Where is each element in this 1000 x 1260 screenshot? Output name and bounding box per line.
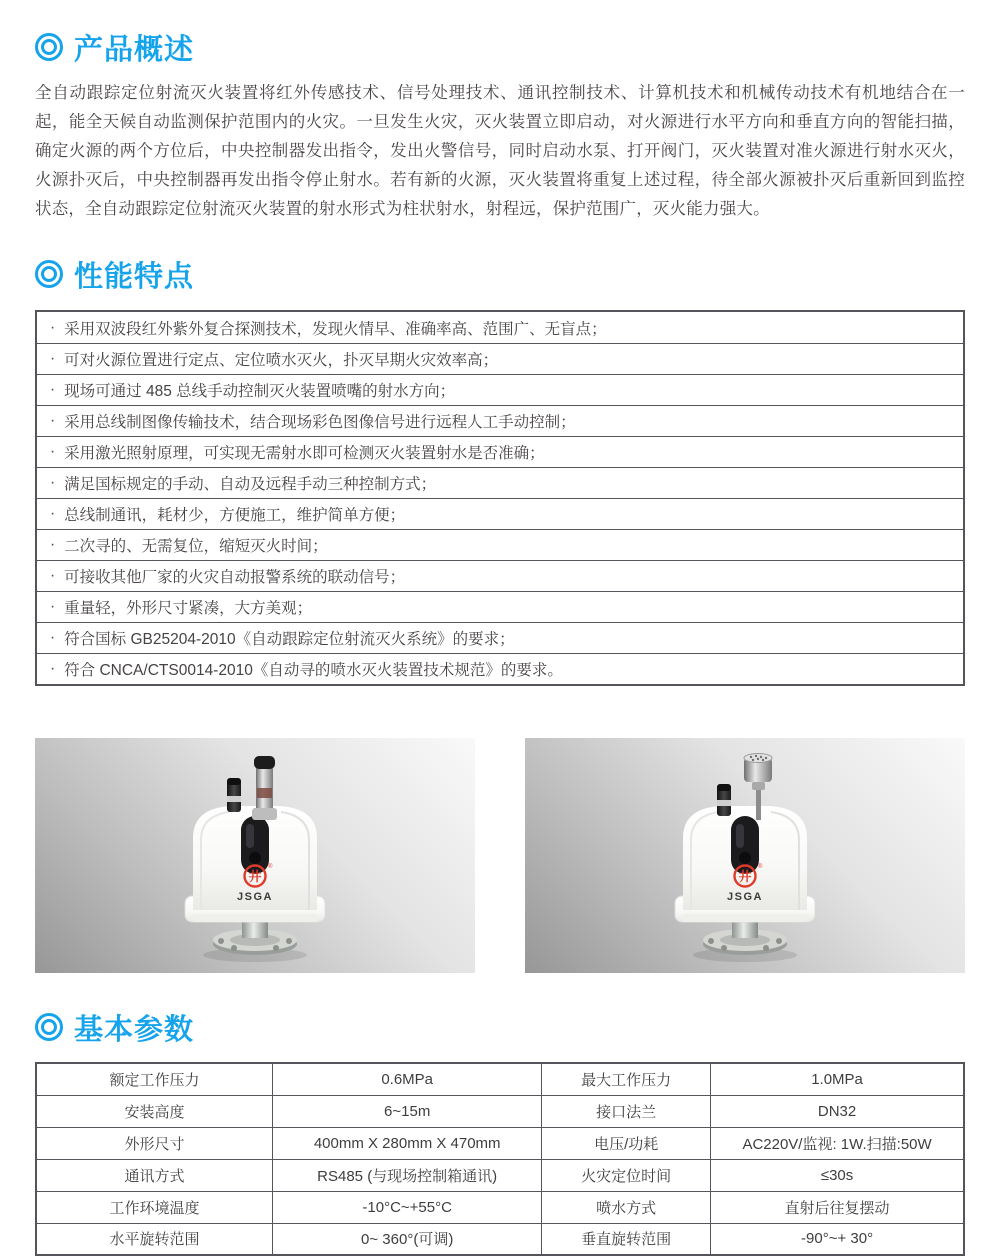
table-row [36, 1223, 964, 1255]
registered-mark: ® [268, 864, 273, 870]
registered-mark: ® [758, 864, 763, 870]
feature-item [37, 436, 963, 467]
param-value: 400mm X 280mm X 470mm [273, 1127, 542, 1159]
double-circle-icon [35, 1013, 63, 1041]
bullet-dot: · [50, 474, 56, 491]
feature-text: 总线制通讯，耗材少，方便施工，维护简单方便； [64, 507, 406, 524]
bullet-dot: · [50, 381, 56, 398]
feature-text: 符合国标 GB25204-2010《自动跟踪定位射流灭火系统》的要求； [64, 631, 515, 648]
feature-text: 可接收其他厂家的火灾自动报警系统的联动信号； [64, 569, 406, 586]
bullet-dot: · [50, 412, 56, 429]
table-row [36, 1063, 964, 1095]
param-label: 外形尺寸 [36, 1127, 273, 1159]
feature-text: 二次寻的、无需复位，缩短灭火时间； [64, 538, 328, 555]
feature-item [37, 374, 963, 405]
device-illustration-straight-nozzle [35, 738, 475, 973]
feature-text: 重量轻，外形尺寸紧凑，大方美观； [64, 600, 313, 617]
section-header-parameters [35, 1006, 965, 1048]
bullet-dot: · [50, 536, 56, 553]
feature-item [37, 467, 963, 498]
param-label: 电压/功耗 [542, 1127, 711, 1159]
feature-item [37, 343, 963, 374]
feature-text: 采用双波段红外紫外复合探测技术，发现火情早、准确率高、范围广、无盲点； [64, 320, 607, 338]
water-nozzle [252, 756, 277, 820]
param-value: ≤30s [711, 1159, 964, 1191]
logo-glyph: 井 [248, 869, 262, 884]
feature-text: 采用总线制图像传输技术，结合现场彩色图像信号进行远程人工手动控制； [64, 414, 576, 431]
param-value: 0~ 360°(可调) [273, 1223, 542, 1255]
param-value: RS485 (与现场控制箱通讯) [273, 1159, 542, 1191]
param-label: 安装高度 [36, 1095, 273, 1127]
bullet-dot: · [50, 505, 56, 522]
bullet-dot: · [50, 660, 56, 677]
device-illustration-spray-nozzle [525, 738, 965, 973]
param-value: DN32 [711, 1095, 964, 1127]
double-circle-icon [35, 33, 63, 61]
detector-sensor [227, 778, 241, 812]
feature-text: 现场可通过 485 总线手动控制灭火装置喷嘴的射水方向； [64, 383, 456, 400]
param-value: -90°~+ 30° [711, 1223, 964, 1255]
bullet-dot: · [50, 443, 56, 460]
overview-title: 产品概述 [74, 33, 195, 66]
param-label: 通讯方式 [36, 1159, 273, 1191]
param-label: 垂直旋转范围 [542, 1223, 711, 1255]
feature-item [37, 622, 963, 653]
features-list [35, 310, 965, 686]
logo-glyph: 井 [738, 869, 752, 884]
parameters-table [35, 1062, 965, 1256]
feature-item [37, 498, 963, 529]
feature-text: 满足国标规定的手动、自动及远程手动三种控制方式； [64, 476, 437, 493]
bullet-dot: · [50, 318, 56, 336]
param-value: 1.0MPa [711, 1063, 964, 1095]
param-label: 工作环境温度 [36, 1191, 273, 1223]
double-circle-icon [35, 260, 63, 288]
brand-text: JSGA [727, 891, 763, 903]
bullet-dot: · [50, 598, 56, 615]
brand-text: JSGA [237, 891, 273, 903]
feature-item [37, 405, 963, 436]
section-header-features [35, 253, 965, 295]
feature-item [37, 529, 963, 560]
feature-item [37, 312, 963, 343]
table-row [36, 1159, 964, 1191]
param-value: 0.6MPa [273, 1063, 542, 1095]
param-label: 火灾定位时间 [542, 1159, 711, 1191]
param-value: AC220V/监视: 1W.扫描:50W [711, 1127, 964, 1159]
feature-item [37, 653, 963, 684]
param-label: 额定工作压力 [36, 1063, 273, 1095]
overview-paragraph: 全自动跟踪定位射流灭火装置将红外传感技术、信号处理技术、通讯控制技术、计算机技术和机械传动技术有机地结合在一起，能全天候自动监测保护范围内的火灾。一旦发生火灾，灭火装置立即启动，对火源进行水平方向和垂直方向的智能扫描，确定火源的两个方位后，中央控制器发出指令，发出火警信号，同时启动水泵、打开阀门，灭火装置对准火源进行射水灭火，火源扑灭后，中央控制器再发出指令停止射水。若有新的火源，灭火装置将重复上述过程，待全部火源被扑灭后重新回到监控状态，全自动跟踪定位射流灭火装置的射水形式为柱状射水，射程远，保护范围广，灭火能力强大。 [35, 84, 965, 218]
feature-item [37, 591, 963, 622]
param-label: 最大工作压力 [542, 1063, 711, 1095]
feature-text: 符合 CNCA/CTS0014-2010《自动寻的喷水灭火装置技术规范》的要求。 [64, 662, 563, 679]
table-row [36, 1127, 964, 1159]
feature-item [37, 560, 963, 591]
product-photo-right [525, 738, 965, 973]
param-label: 水平旋转范围 [36, 1223, 273, 1255]
product-photo-left [35, 738, 475, 973]
param-value: 6~15m [273, 1095, 542, 1127]
table-row [36, 1095, 964, 1127]
detector-sensor [717, 784, 731, 816]
bullet-dot: · [50, 350, 56, 367]
bullet-dot: · [50, 629, 56, 646]
table-row [36, 1191, 964, 1223]
bullet-dot: · [50, 567, 56, 584]
feature-text: 可对火源位置进行定点、定位喷水灭火，扑灭早期火灾效率高； [64, 352, 499, 369]
features-title: 性能特点 [74, 260, 195, 293]
param-label: 喷水方式 [542, 1191, 711, 1223]
product-photos [35, 738, 965, 973]
param-value: -10°C~+55°C [273, 1191, 542, 1223]
section-header-overview [35, 26, 965, 68]
parameters-title: 基本参数 [74, 1013, 195, 1046]
feature-text: 采用激光照射原理，可实现无需射水即可检测灭火装置射水是否准确； [64, 445, 545, 462]
param-value: 直射后往复摆动 [711, 1191, 964, 1223]
param-label: 接口法兰 [542, 1095, 711, 1127]
